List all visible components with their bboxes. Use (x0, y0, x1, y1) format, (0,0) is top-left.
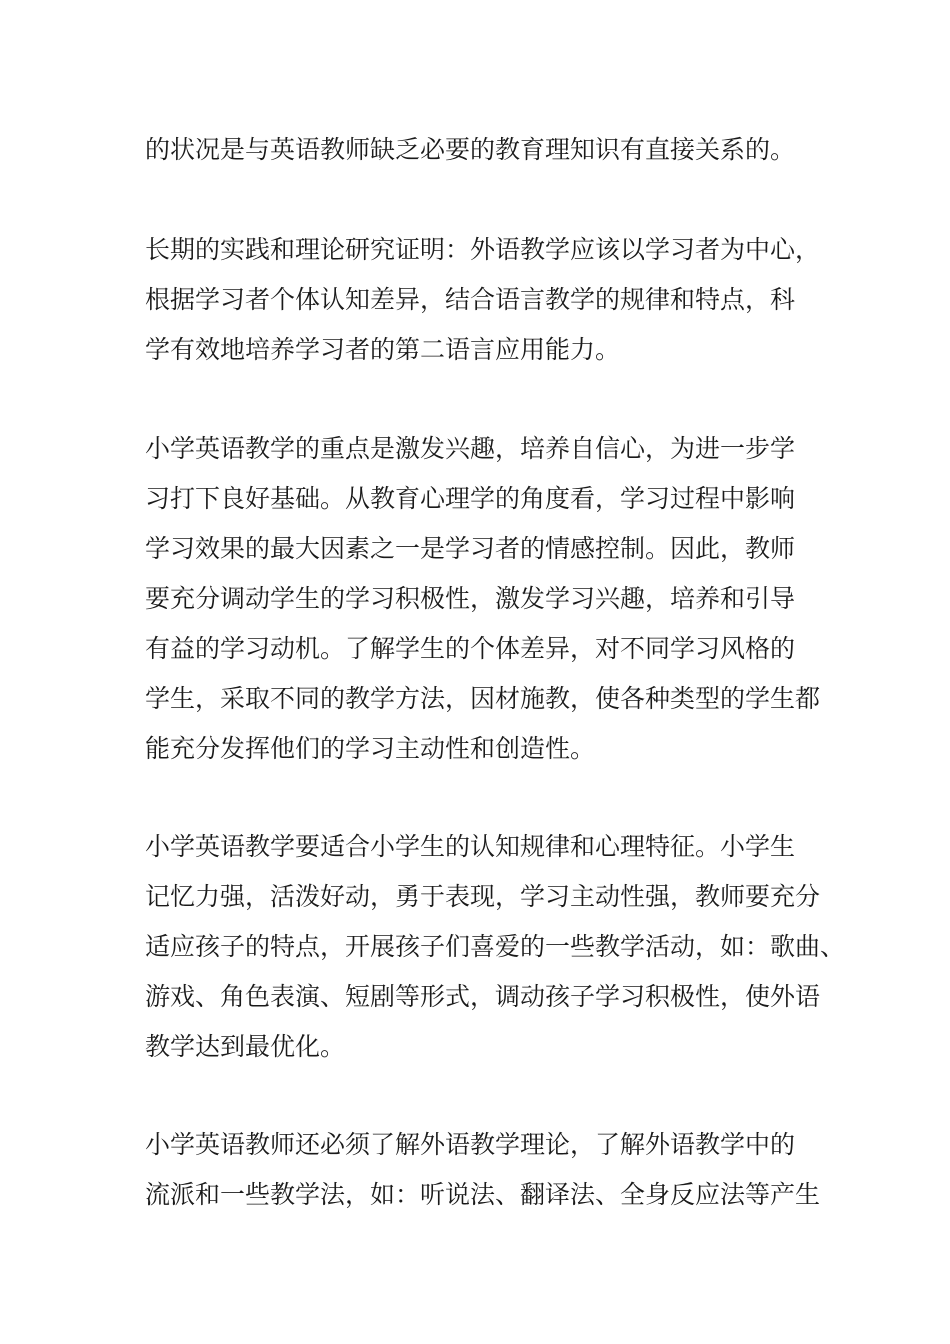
paragraph-line: 习打下良好基础。从教育心理学的角度看，学习过程中影响 (145, 484, 796, 513)
paragraph-line: 学习效果的最大因素之一是学习者的情感控制。因此，教师 (145, 534, 796, 563)
paragraph-line: 流派和一些教学法，如：听说法、翻译法、全身反应法等产生 (145, 1180, 821, 1209)
paragraph-line: 根据学习者个体认知差异，结合语言教学的规律和特点，科 (145, 285, 796, 314)
paragraph-line: 小学英语教学要适合小学生的认知规律和心理特征。小学生 (145, 832, 796, 861)
paragraph-line: 的状况是与英语教师缺乏必要的教育理知识有直接关系的。 (145, 135, 796, 164)
paragraph-line: 教学达到最优化。 (145, 1032, 346, 1061)
paragraph-line: 要充分调动学生的学习积极性，激发学习兴趣，培养和引导 (145, 584, 796, 613)
paragraph-line: 有益的学习动机。了解学生的个体差异，对不同学习风格的 (145, 634, 796, 663)
paragraph-5 (145, 1120, 835, 1220)
paragraph-line: 小学英语教学的重点是激发兴趣，培养自信心，为进一步学 (145, 434, 796, 463)
paragraph-line: 游戏、角色表演、短剧等形式，调动孩子学习积极性，使外语 (145, 982, 821, 1011)
paragraph-line: 学有效地培养学习者的第二语言应用能力。 (145, 335, 621, 364)
paragraph-3 (145, 424, 835, 774)
paragraph-1 (145, 125, 835, 175)
paragraph-4 (145, 822, 846, 1072)
paragraph-line: 适应孩子的特点，开展孩子们喜爱的一些教学活动，如：歌曲、 (145, 932, 846, 961)
paragraph-line: 记忆力强，活泼好动，勇于表现，学习主动性强，教师要充分 (145, 882, 821, 911)
paragraph-line: 小学英语教师还必须了解外语教学理论，了解外语教学中的 (145, 1130, 796, 1159)
paragraph-line: 长期的实践和理论研究证明：外语教学应该以学习者为中心， (145, 235, 821, 264)
paragraph-line: 能充分发挥他们的学习主动性和创造性。 (145, 734, 596, 763)
paragraph-line: 学生，采取不同的教学方法，因材施教，使各种类型的学生都 (145, 684, 821, 713)
paragraph-2 (145, 225, 835, 375)
